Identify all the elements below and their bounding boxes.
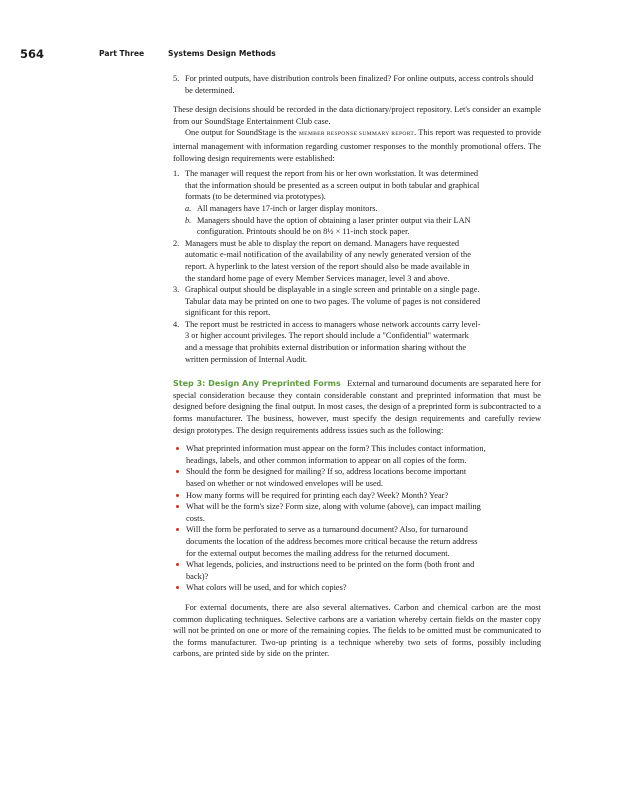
sub-requirement bbox=[185, 203, 481, 215]
step-3-text: External and turnaround documents are separated here for special consideration because they contain considerable constant and preprinted information that must be designed before designing the final output. In most cases, the design of a preprinted form is subcontracted to a forms manufacturer. The business, however, must specify the design requirements and carefully review design prototypes. The design requirements address issues such as the following: bbox=[173, 379, 541, 435]
item-text: For printed outputs, have distribution controls been finalized? For online outputs, access controls should be determined. bbox=[185, 74, 534, 95]
requirement-item bbox=[173, 319, 481, 365]
requirement-text: Graphical output should be displayable in a single screen and printable on a single page. Tabular data may be printed on one to two pages. The volume of pages is not considered significant for this report. bbox=[185, 285, 481, 318]
paragraph-one-output bbox=[173, 127, 541, 164]
bullet-icon bbox=[176, 447, 179, 450]
bullet-icon bbox=[176, 563, 179, 566]
section-title: Systems Design Methods bbox=[168, 49, 276, 58]
requirement-text: The report must be restricted in access to managers whose network accounts carry level-3 or higher account privileges. The report should include a "Confidential" watermark and a message that prohibits external distribution or information sharing without the written permission of Internal Audit. bbox=[185, 319, 481, 364]
bullet-icon bbox=[176, 528, 179, 531]
item-number: 5. bbox=[173, 74, 180, 83]
paragraph-design-decisions: These design decisions should be recorded in the data dictionary/project repository. Let's consider an example from our SoundStage Entertainment Club case. bbox=[173, 105, 541, 126]
sub-letter: b. bbox=[185, 215, 192, 225]
text-after: . This report was requested to provide internal management with information regarding customer responses to the monthly promotional offers. The following design requirements were established: bbox=[173, 128, 542, 163]
requirement-number: 1. bbox=[173, 169, 180, 179]
bullet-text: How many forms will be required for printing each day? Week? Month? Year? bbox=[186, 490, 449, 500]
sub-text: Managers should have the option of obtaining a laser printer output via their LAN configuration. Printouts should be on 8½ × 11-inch stock paper. bbox=[197, 215, 471, 237]
bullet-text: What legends, policies, and instructions need to be printed on the form (both front and back)? bbox=[186, 560, 475, 581]
bullet-item bbox=[173, 524, 486, 559]
requirement-text: The manager will request the report from his or her own workstation. It was determined that the information should be presented as a screen output in both tabular and graphical formats (to be determined via prototypes). bbox=[185, 169, 480, 202]
bullet-item bbox=[173, 582, 486, 594]
requirements-list bbox=[173, 168, 541, 365]
report-name: MEMBER RESPONSE SUMMARY REPORT bbox=[298, 131, 415, 138]
bullet-icon bbox=[176, 470, 179, 473]
page-number: 564 bbox=[20, 47, 45, 61]
requirement-text: Managers must be able to display the report on demand. Managers have requested automatic e-mail notification of the availability of any newly generated version of the report. A hyperlink to the latest version of the report should also be made available in the standard home page of every Member Services manager, level 3 and above. bbox=[185, 238, 471, 283]
requirement-number: 4. bbox=[173, 319, 180, 329]
bullet-text: What preprinted information must appear on the form? This includes contact information, headings, labels, and other common information to appear on all copies of the form. bbox=[186, 444, 486, 465]
text-before: One output for SoundStage is the bbox=[185, 128, 299, 138]
sub-text: All managers have 17-inch or larger display monitors. bbox=[197, 203, 378, 213]
checklist-item-5 bbox=[173, 73, 541, 96]
bullet-text: Should the form be designed for mailing? If so, address locations become important based on whether or not windowed envelopes will be used. bbox=[186, 467, 467, 488]
form-design-issues-list bbox=[173, 443, 541, 594]
sub-requirement bbox=[185, 215, 481, 238]
requirement-item bbox=[173, 238, 481, 284]
step-3-heading: Step 3: Design Any Preprinted Forms bbox=[173, 379, 341, 389]
paragraph-external-documents: For external documents, there are also several alternatives. Carbon and chemical carbon are the most common duplicating techniques. Selective carbons are a variation whereby certain fields on the master copy will not be printed on one or more of the remaining copies. The fields to be omitted must be communicated to the forms manufacturer. Two-up printing is a technique whereby two sets of forms, possibly including carbons, are printed side by side on the printer. bbox=[173, 602, 541, 659]
bullet-text: What will be the form's size? Form size, along with volume (above), can impact mailing costs. bbox=[186, 502, 481, 523]
requirement-number: 2. bbox=[173, 238, 180, 248]
checklist-continuation bbox=[173, 73, 541, 96]
page-header bbox=[20, 47, 580, 61]
bullet-text: Will the form be perforated to serve as a turnaround document? Also, for turnaround documents the location of the address becomes more critical because the return address for the external output becomes the mailing address for the returned document. bbox=[186, 525, 478, 558]
bullet-text: What colors will be used, and for which copies? bbox=[186, 583, 347, 593]
sub-letter: a. bbox=[185, 203, 192, 213]
bullet-icon bbox=[176, 494, 179, 497]
requirement-sublist bbox=[185, 203, 481, 238]
bullet-icon bbox=[176, 505, 179, 508]
bullet-item bbox=[173, 559, 486, 582]
paragraph-step-3 bbox=[173, 378, 541, 436]
bullet-icon bbox=[176, 586, 179, 589]
requirement-item bbox=[173, 284, 481, 319]
bullet-item bbox=[173, 490, 486, 502]
requirement-number: 3. bbox=[173, 285, 180, 295]
requirement-item bbox=[173, 168, 481, 238]
bullet-item bbox=[173, 501, 486, 524]
bullet-item bbox=[173, 466, 486, 489]
part-label: Part Three bbox=[99, 49, 145, 58]
bullet-item bbox=[173, 443, 486, 466]
body-column bbox=[173, 73, 541, 660]
